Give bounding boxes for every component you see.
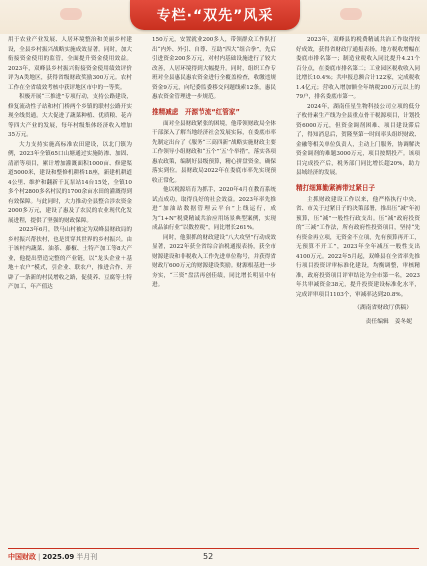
footer-rule [8, 548, 419, 549]
magazine-info [8, 552, 97, 562]
cloud-decoration [60, 8, 82, 20]
article-column-2 [152, 36, 276, 542]
issue-number: 2025.09 [42, 553, 75, 561]
body-paragraph: 2023年，双峰县的税费精诚共治工作取得较好成效，获得省财政厅通报表扬。地方税收增幅在娄底市排名第一；制造业税收入同比提升4.21个百分点，在娄底市排名第二；工业园区税收收入同比增长10.4%；共申报总额合计122家，完成税收1.4亿元；营收入增加额全年纳税200万元以上的79户，排名娄底市第一。 [296, 37, 420, 100]
body-paragraph: 150万元，安置就业200多人，带领群众工作队打出“内外、外引、自尊、互助”四大“组合拳”，先后引进资金200多万元，对村内基础设施进行了较大改善，人居环境得到大幅提升。同时，组织工作专班对全县惠民惠农资金进行全覆盖检查，收缴违规资金9万元，向纪委监委移交问题线索12条，惠民惠农资金管理进一步规范。 [152, 37, 276, 100]
section-subheading: 推精减虑 开源节流“红管家” [152, 107, 240, 116]
top-banner [0, 0, 427, 34]
page-footer [0, 548, 427, 566]
article-body [8, 36, 420, 542]
body-paragraph: 他以税源培育为抓手，2020年4月在教育系统试点成功，取得良好的社会效益。2023年率先推进“加油站数据管理云平台”上线运行，成为“1+N”税费精诚共治应用场景典型案例，实现成品油行业“以数控税”，同比增长261%。 [152, 187, 276, 231]
body-paragraph: 用于农业产业发展、人居环境整治和美丽乡村建设，全县乡村振兴战略实施成效显著。同时，加大衔接资金使用的监管，全面提升资金使用效益。2023年，双峰县乡村振兴衔接资金使用绩效评价评为A类地区，获得省级财政奖励300万元。农村工作在全省绩效考核中获评地区市中的一等奖。 [8, 37, 132, 91]
body-paragraph: 大力支持实施高标准农田建设，以北门镇为例，2023年全镇65口山塘通过实施防渗、加固、清淤等项目，累计增加灌溉面积1000亩、修建渠道5000米，建设和整修机耕桥18座，新建机耕道4公里、维护和翻新千瓦泵站14台15处，全镇10多个村2800多名村民的1700余亩水田的灌溉得到有效保障。与此同时，大力推动全县整合涉农资金2000多万元，建设了惠及了农民的农业现代化发展进程，提供了坚强的财政保障。 [8, 141, 132, 224]
column-banner-title: 专栏·“双先”风采 [156, 8, 274, 24]
body-paragraph: 积极开展“三推进”专项行动，支持公路建设，修复流动性子站和村门桥两个乡镇的联村公路开实现全线贯通。大大促进了蔬菜种植、优质粮、花卉等四大产业的发展，每年村级集体经济收入增加35万元。 [8, 94, 132, 138]
separator: | [38, 553, 41, 561]
body-paragraph: 2024年，湖南佳星生物科技公司立项的低分子枚骨素生产线为全县重点骨干税源项目，计划投资6000万元，但资金调剂困难、项目建设滞后了，得知消息后，贺隆坚第一时间率头组织财政、金融等相关单位负责人，主动上门服务，协调解决资金调剂的难题3000万元，项目按期投产。该项目完成投产后，税务部门同比增长超20%，助力县域经济的发展。 [296, 103, 420, 176]
magazine-name: 中国财政 [8, 553, 36, 561]
article-column-3 [296, 36, 420, 542]
cloud-decoration [340, 8, 362, 20]
article-credit: 责任编辑 姜冬妮 [365, 318, 412, 325]
body-paragraph: 主抓财政建设工作以来，他严格执行中央、省、市关于过紧日子的决策部署，推出压“减”年初预算，压“减”一般性行政支出。压“减”政府投资的“三减”工作法，所有政府性投资项目，坚持“先有资金再立项，无资金不立项，先有预算再开工，无预算不开工”，2023年全年减压一般性支出4100万元。2022年5月起，双峰县在全省率先推行项目投资评审标准化建设，均衡调整，审核精准，政府投资项目评审结论为全市第一名，2023年共审减资金38元，提升投资建设标准化水平，完成评审项目1103个，审减率达到20.8%。 [296, 196, 420, 298]
body-paragraph: 同时，他狠抓的财政建设“八大攻坚”行动成效显著，2022年获全省综合治税通报表扬，获全市财源建设和非税收入工作先进单位称号，并获得省财政厅600万元的财源建设奖励。财源根基进一步夯实，“三资”盘活再创佳绩，同比增长明显中有进。 [152, 234, 276, 288]
body-paragraph: 2023年6月，铁马山村被定为双峰县财政局的乡村振兴帮扶村，也是贯穿其世界的乡村振兴。由于该村内蔬菜、油茶、藤椒、土特产加工等8大产业，他提出塑造完整的产业链，以“龙头企业＋基地＋农户”模式，引企业、联农户，推进合作、开辟了一条新的村民增收之路，促使养、豆腐等土特产加工，年产值达 [8, 227, 132, 290]
body-paragraph: 面对全县财政紧张的困境，他带领财政局全体干部深入了解当地经济社会发展实际，在娄底市率先制定出台了《服务“三高四新”战略实施财政主要工作领导小组财政和“五个”‘五’个举措”，落实各项惠农政策，编制好县级预算，精心拼盘资金，确保落实到位。县财政局2022年在娄底市率先实现预收正常化。 [152, 120, 276, 184]
page-number: 52 [203, 552, 214, 561]
article-column-1 [8, 36, 132, 542]
section-subheading: 精打细算勤紧裤带过紧日子 [296, 183, 376, 192]
article-credit: （湖南省财政厅供稿） [354, 305, 412, 311]
publication-frequency: 半月刊 [76, 553, 98, 561]
